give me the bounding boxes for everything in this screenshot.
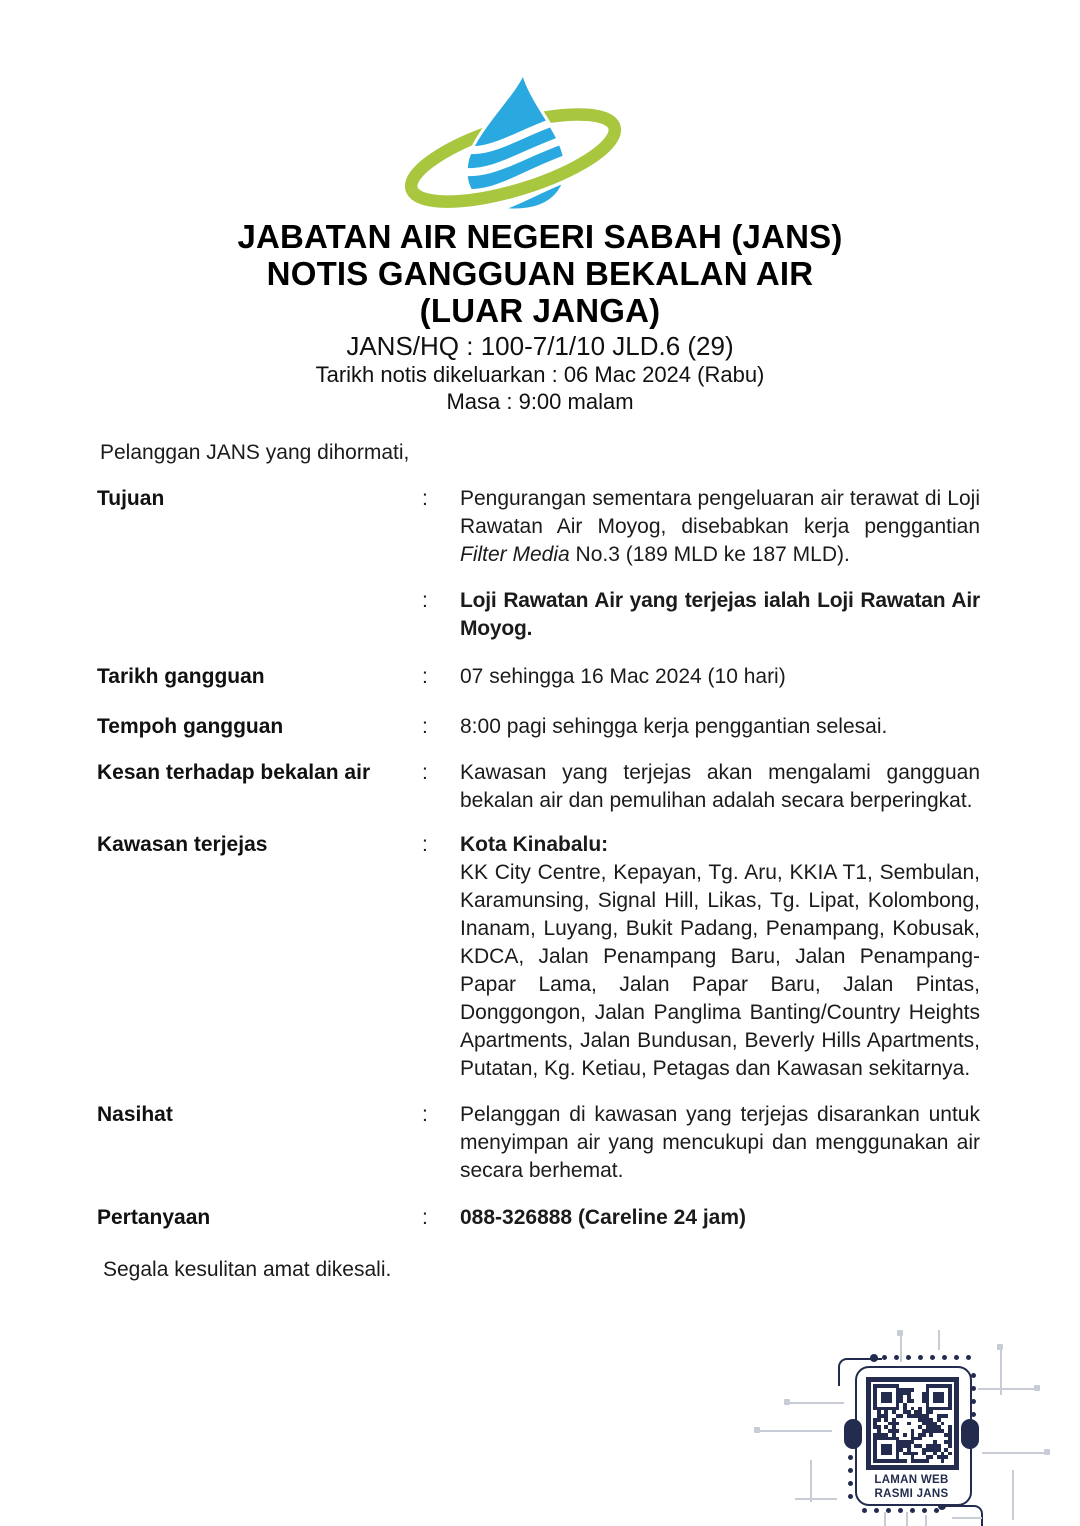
issued-date-line: Tarikh notis dikeluarkan : 06 Mac 2024 (Rabu) xyxy=(315,362,765,387)
tujuan-italic-term: Filter Media xyxy=(460,543,570,566)
notice-title-line2: NOTIS GANGGUAN BEKALAN AIR xyxy=(266,255,814,292)
row-tarikh-gangguan xyxy=(97,663,980,691)
notice-title-line3: (LUAR JANGA) xyxy=(419,292,661,329)
row-colon: : xyxy=(422,1206,428,1229)
row-label: Tarikh gangguan xyxy=(97,665,265,688)
qr-side-node-right xyxy=(961,1419,979,1449)
row-kawasan-terjejas xyxy=(97,831,980,1083)
row-tujuan xyxy=(97,485,980,569)
affected-area-list: KK City Centre, Kepayan, Tg. Aru, KKIA T1, Sembulan, Karamunsing, Signal Hill, Likas, Tg. Lipat, Kolombong, Inanam, Luyang, Bukit Padang, Penampang, Kobusak, KDCA, Jalan Penampang Baru, Jalan Penampang-Papar Lama, Jalan Papar Baru, Jalan Pintas, Donggongon, Jalan Panglima Banting/Country Heights Apartments, Jalan Bundusan, Beverly Hills Apartments, Putatan, Kg. Ketiau, Petagas dan Kawasan sekitarnya. xyxy=(460,861,980,1080)
row-pertanyaan xyxy=(97,1204,980,1232)
qr-caption xyxy=(855,1473,968,1501)
tujuan-text-after: No.3 (189 MLD ke 187 MLD). xyxy=(569,543,850,566)
row-tujuan-2 xyxy=(97,587,980,643)
row-colon: : xyxy=(422,589,428,612)
qr-badge xyxy=(740,1325,1080,1526)
notice-body xyxy=(97,485,980,1232)
row-value xyxy=(460,485,980,569)
row-label: Kesan terhadap bekalan air xyxy=(97,761,371,784)
row-label: Tempoh gangguan xyxy=(97,715,284,738)
water-drop-orbit-icon xyxy=(402,60,642,212)
row-colon: : xyxy=(422,715,428,738)
qr-side-node-left xyxy=(844,1419,862,1449)
row-value: Loji Rawatan Air yang terjejas ialah Loji Rawatan Air Moyog. xyxy=(460,589,980,640)
affected-area-heading: Kota Kinabalu: xyxy=(460,833,609,856)
row-colon: : xyxy=(422,761,428,784)
row-value: Pelanggan di kawasan yang terjejas disarankan untuk menyimpan air yang mencukupi dan menggunakan air secara berhemat. xyxy=(460,1103,980,1182)
row-nasihat xyxy=(97,1101,980,1185)
circuit-elbow-bottom-right xyxy=(945,1505,983,1526)
qr-code xyxy=(866,1377,959,1470)
row-value: 07 sehingga 16 Mac 2024 (10 hari) xyxy=(460,665,786,688)
notice-title-line1: JABATAN AIR NEGERI SABAH (JANS) xyxy=(237,218,843,255)
row-value: 8:00 pagi sehingga kerja penggantian selesai. xyxy=(460,715,888,738)
row-colon: : xyxy=(422,665,428,688)
qr-caption-line1: LAMAN WEB xyxy=(874,1474,949,1486)
row-label: Nasihat xyxy=(97,1103,173,1126)
tujuan-text-before: Pengurangan sementara pengeluaran air terawat di Loji Rawatan Air Moyog, disebabkan kerja penggantian xyxy=(460,487,980,538)
qr-caption-line2: RASMI JANS xyxy=(874,1488,949,1500)
jans-logo xyxy=(402,60,642,212)
row-label: Tujuan xyxy=(97,487,165,510)
row-value xyxy=(460,831,980,1083)
row-colon: : xyxy=(422,833,428,856)
reference-number: JANS/HQ : 100-7/1/10 JLD.6 (29) xyxy=(346,331,734,361)
careline-number: 088-326888 (Careline 24 jam) xyxy=(460,1206,747,1229)
row-label: Kawasan terjejas xyxy=(97,833,268,856)
row-label: Pertanyaan xyxy=(97,1206,211,1229)
circuit-node-dot xyxy=(870,1354,878,1362)
row-tempoh-gangguan xyxy=(97,713,980,741)
row-colon: : xyxy=(422,487,428,510)
salutation: Pelanggan JANS yang dihormati, xyxy=(100,441,410,464)
issued-time-line: Masa : 9:00 malam xyxy=(446,389,634,414)
row-colon: : xyxy=(422,1103,428,1126)
row-value: Kawasan yang terjejas akan mengalami gangguan bekalan air dan pemulihan adalah secara berperingkat. xyxy=(460,761,980,812)
row-kesan xyxy=(97,759,980,815)
closing-apology: Segala kesulitan amat dikesali. xyxy=(103,1258,392,1281)
